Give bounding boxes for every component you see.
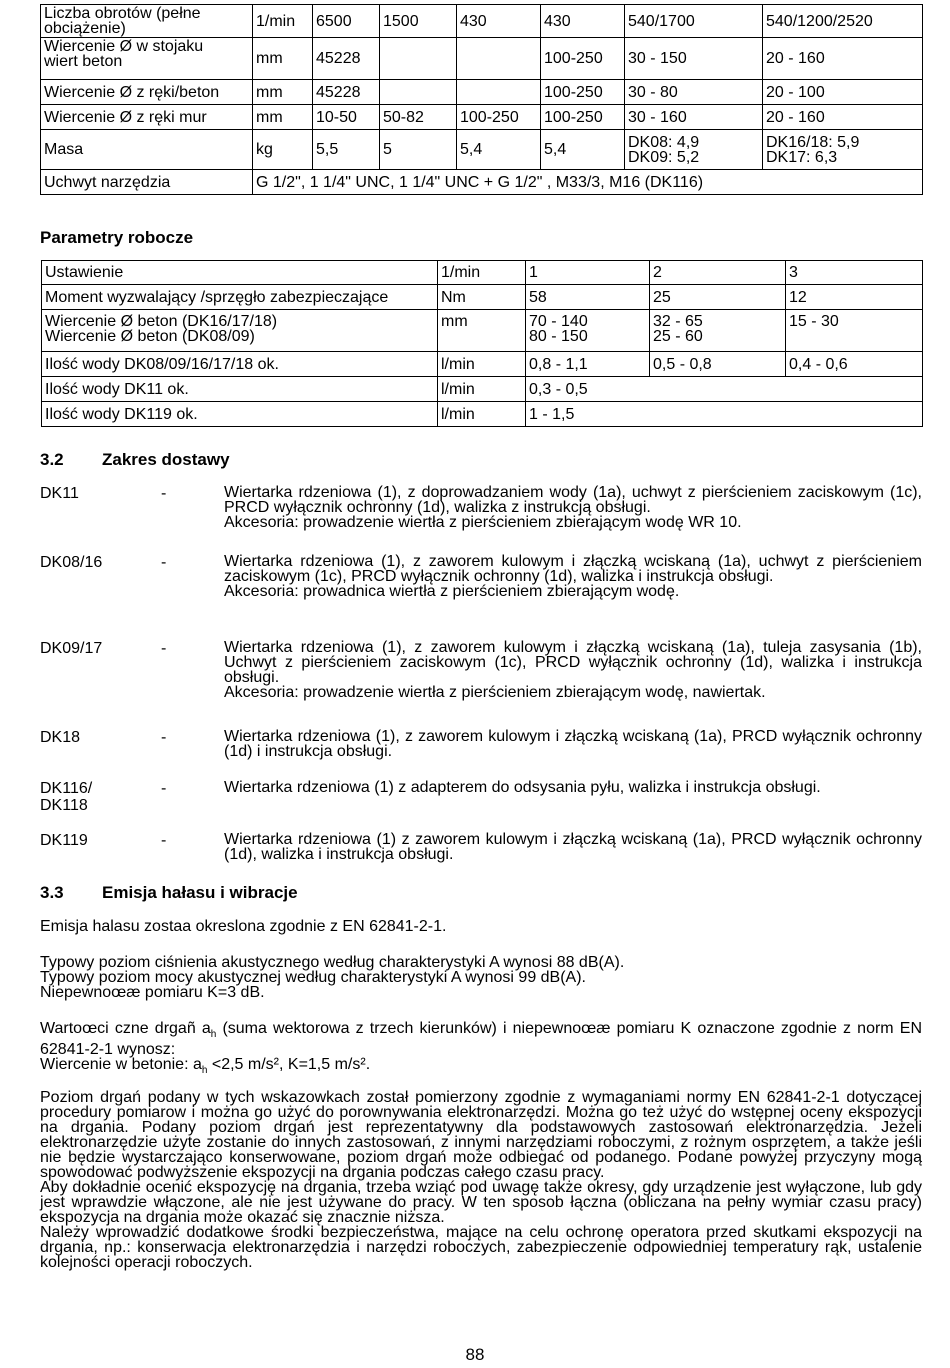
noise-standard-paragraph: Emisja halasu zostaa okreslona zgodnie z EN 62841-2-1. xyxy=(40,918,447,935)
spec-value: 5,5 xyxy=(313,130,380,170)
spec-label: Masa xyxy=(41,130,253,170)
delivery-code: DK119 xyxy=(40,832,88,849)
spec-value: 540/1200/2520 xyxy=(763,5,923,38)
work-unit: 1/min xyxy=(438,261,526,285)
work-params-table xyxy=(41,260,923,427)
delivery-code: DK11 xyxy=(40,485,79,502)
spec-value: 540/1700 xyxy=(625,5,763,38)
spec-value: 5 xyxy=(380,130,457,170)
spec-row-hand-masonry xyxy=(41,105,923,130)
delivery-code: DK09/17 xyxy=(40,640,103,657)
spec-unit: 1/min xyxy=(253,5,313,38)
delivery-item xyxy=(40,779,922,814)
work-label: Ilość wody DK119 ok. xyxy=(42,402,438,427)
delivery-item xyxy=(40,554,922,599)
spec-row-hand-concrete xyxy=(41,80,923,105)
work-row xyxy=(42,310,923,352)
section-title: Emisja hałasu i wibracje xyxy=(102,883,298,902)
vibration-text: <2,5 m/s², K=1,5 m/s². xyxy=(207,1056,371,1074)
work-value: 0,8 - 1,1 xyxy=(526,352,650,377)
work-value: 32 - 65 25 - 60 xyxy=(650,310,786,352)
delivery-dash: - xyxy=(161,729,167,746)
work-value: 0,3 - 0,5 xyxy=(526,377,923,402)
work-value: 3 xyxy=(786,261,923,285)
work-unit: l/min xyxy=(438,402,526,427)
spec-label: Wiercenie Ø z ręki/beton xyxy=(41,80,253,105)
spec-value: 45228 xyxy=(313,38,380,80)
work-value: 2 xyxy=(650,261,786,285)
work-unit: mm xyxy=(438,310,526,352)
spec-unit: kg xyxy=(253,130,313,170)
spec-value xyxy=(457,38,541,80)
work-row xyxy=(42,261,923,285)
spec-unit: mm xyxy=(253,80,313,105)
vibration-text: Wartoœci czne drgañ a xyxy=(40,1020,211,1037)
delivery-dash: - xyxy=(161,832,167,849)
work-label: Ustawienie xyxy=(42,261,438,285)
work-label: Ilość wody DK11 ok. xyxy=(42,377,438,402)
spec-value xyxy=(380,80,457,105)
specification-table xyxy=(40,4,923,195)
spec-value: 20 - 160 xyxy=(763,38,923,80)
page-number: 88 xyxy=(465,1345,485,1364)
delivery-description: Wiertarka rdzeniowa (1), z zaworem kulowym i złączką wciskaną (1a), PRCD wyłącznik ochronny (1d) i instrukcja obsługi. xyxy=(224,728,922,760)
spec-value: DK16/18: 5,9 DK17: 6,3 xyxy=(763,130,923,170)
spec-value: 30 - 150 xyxy=(625,38,763,80)
work-value: 0,5 - 0,8 xyxy=(650,352,786,377)
spec-value: 30 - 160 xyxy=(625,105,763,130)
work-value: 0,4 - 0,6 xyxy=(786,352,923,377)
work-row xyxy=(42,377,923,402)
spec-value: 100-250 xyxy=(457,105,541,130)
spec-value: 100-250 xyxy=(541,80,625,105)
spec-row-tool-holder xyxy=(41,170,923,195)
vibration-info-paragraph: Poziom drgań podany w tych wskazowkach został pomierzony zgodnie z wymaganiami normy EN 62841-2-1 dotyczącej procedury pomiarow i można go użyć do porownywania elektronarzędzi. Można go też użyć do wstępnej oceny ekspozycji na drgania. Podany poziom drgań jest reprezentatywny dla podstawowych zastosowań elektronarzędzia. Jeżeli elektronarzędzie użyte zostanie do innych zastosowań, z innymi narzędziami roboczymi, z rożnym osprzętem, a także jeśli nie będzie wystarczająco konserwowane, poziom drgań może odbiegać od podanego. Podane powyżej przyczyny mogą spowodować podwyższenie ekspozycji na drgania podczas całego czasu pracy. Aby dokładnie ocenić ekspozycję na drgania, trzeba wziąć pod uwagę także okresy, gdy urządzenie jest wyłączone, lub gdy jest wprawdzie włączone, ale nie jest używane do pracy. W ten sposob łączna (obliczana na pełny wymiar czasu pracy) ekspozycja na drgania może okazać się znacznie niższa. Należy wprowadzić dodatkowe środki bezpieczeństwa, mające na celu ochronę operatora przed skutkami ekspozycji na drgania, np.: konserwacja elektronarzędzia i narzędzi roboczych, zabezpieczenie odpowiedniej temperatury rąk, ustalenie kolejności operacji roboczych. xyxy=(40,1089,922,1271)
work-value: 15 - 30 xyxy=(786,310,923,352)
section-heading-3-3 xyxy=(40,883,298,903)
spec-row-weight xyxy=(41,130,923,170)
spec-value: 430 xyxy=(541,5,625,38)
spec-value: DK08: 4,9 DK09: 5,2 xyxy=(625,130,763,170)
delivery-description: Wiertarka rdzeniowa (1), z zaworem kulowym i złączką wciskaną (1a), tuleja zasysania (1b), Uchwyt z pierścieniem zaciskowym (1c), PRCD wyłącznik ochronny (1d), walizka i instrukcja obsługi. Akcesoria: prowadzenie wiertła z pierścieniem zbierającym wodę, nawiertak. xyxy=(224,639,922,701)
spec-value: 20 - 160 xyxy=(763,105,923,130)
spec-value: 45228 xyxy=(313,80,380,105)
spec-label: Wiercenie Ø w stojaku wiert beton xyxy=(41,38,253,80)
noise-levels-paragraph: Typowy poziom ciśnienia akustycznego według charakterystyki A wynosi 88 dB(A). Typowy poziom mocy akustycznej według charakterystyki A wynosi 99 dB(A). Niepewnoœæ pomiaru K=3 dB. xyxy=(40,954,625,1001)
spec-row-stand-drilling xyxy=(41,38,923,80)
vibration-text: Wiercenie w betonie: a xyxy=(40,1056,202,1074)
vibration-subscript: h xyxy=(201,1065,208,1077)
delivery-code: DK116/ DK118 xyxy=(40,780,93,814)
work-value: 70 - 140 80 - 150 xyxy=(526,310,650,352)
work-value: 58 xyxy=(526,285,650,310)
work-value: 1 xyxy=(526,261,650,285)
work-label: Ilość wody DK08/09/16/17/18 ok. xyxy=(42,352,438,377)
work-row xyxy=(42,285,923,310)
delivery-item xyxy=(40,832,922,862)
spec-row-speed xyxy=(41,5,923,38)
spec-label: Wiercenie Ø z ręki mur xyxy=(41,105,253,130)
spec-value: 5,4 xyxy=(457,130,541,170)
work-row xyxy=(42,402,923,427)
work-unit: l/min xyxy=(438,352,526,377)
spec-value: 50-82 xyxy=(380,105,457,130)
spec-label: Liczba obrotów (pełne obciążenie) xyxy=(41,5,253,38)
delivery-dash: - xyxy=(161,780,167,797)
spec-value: 5,4 xyxy=(541,130,625,170)
work-label: Wiercenie Ø beton (DK16/17/18) Wiercenie Ø beton (DK08/09) xyxy=(42,310,438,352)
section-number: 3.3 xyxy=(40,883,64,902)
delivery-item xyxy=(40,640,922,700)
work-params-heading: Parametry robocze xyxy=(40,228,194,247)
vibration-values-paragraph xyxy=(40,1021,922,1078)
delivery-item xyxy=(40,729,922,759)
spec-value: 30 - 80 xyxy=(625,80,763,105)
work-unit: l/min xyxy=(438,377,526,402)
delivery-dash: - xyxy=(161,554,167,571)
section-heading-3-2 xyxy=(40,450,230,470)
work-row xyxy=(42,352,923,377)
delivery-description: Wiertarka rdzeniowa (1), z zaworem kulowym i złączką wciskaną (1a), uchwyt z pierścieniem zaciskowym (1c), PRCD wyłącznik ochronny (1d), walizka i instrukcja obsługi. Akcesoria: prowadnica wiertła z pierścieniem zbierającym wodę. xyxy=(224,553,922,600)
spec-value xyxy=(457,80,541,105)
delivery-code: DK18 xyxy=(40,729,81,746)
delivery-description: Wiertarka rdzeniowa (1) z adapterem do odsysania pyłu, walizka i instrukcja obsługi. xyxy=(224,779,821,796)
spec-value: 6500 xyxy=(313,5,380,38)
spec-value: 20 - 100 xyxy=(763,80,923,105)
vibration-subscript: h xyxy=(210,1029,217,1041)
spec-value: 10-50 xyxy=(313,105,380,130)
delivery-dash: - xyxy=(161,640,167,657)
delivery-code: DK08/16 xyxy=(40,554,103,571)
section-number: 3.2 xyxy=(40,450,64,469)
delivery-dash: - xyxy=(161,485,167,502)
work-value: 12 xyxy=(786,285,923,310)
spec-value: 1500 xyxy=(380,5,457,38)
delivery-description: Wiertarka rdzeniowa (1), z doprowadzaniem wody (1a), uchwyt z pierścieniem zaciskowym (1c), PRCD wyłącznik ochronny (1d), walizka z instrukcją obsługi. Akcesoria: prowadzenie wiertła z pierścieniem zbierającym wodę WR 10. xyxy=(224,484,922,531)
work-value: 1 - 1,5 xyxy=(526,402,923,427)
delivery-description: Wiertarka rdzeniowa (1) z zaworem kulowym i złączką wciskaną (1a), PRCD wyłącznik ochronny (1d), walizka i instrukcja obsługi. xyxy=(224,831,922,863)
spec-label: Uchwyt narzędzia xyxy=(41,170,253,195)
work-unit: Nm xyxy=(438,285,526,310)
spec-unit: mm xyxy=(253,38,313,80)
work-label: Moment wyzwalający /sprzęgło zabezpieczające xyxy=(42,285,438,310)
spec-value: 100-250 xyxy=(541,105,625,130)
vibration-text: (suma wektorowa z trzech kierunków) i niepewnoœæ pomiaru K oznaczone zgodnie z norm EN 62841-2-1 wynosz: xyxy=(40,1020,922,1059)
spec-value: 100-250 xyxy=(541,38,625,80)
spec-unit: mm xyxy=(253,105,313,130)
delivery-item xyxy=(40,485,922,530)
spec-value xyxy=(380,38,457,80)
spec-value: G 1/2", 1 1/4" UNC, 1 1/4" UNC + G 1/2" , M33/3, M16 (DK116) xyxy=(253,170,923,195)
spec-value: 430 xyxy=(457,5,541,38)
section-title: Zakres dostawy xyxy=(102,450,230,469)
work-value: 25 xyxy=(650,285,786,310)
